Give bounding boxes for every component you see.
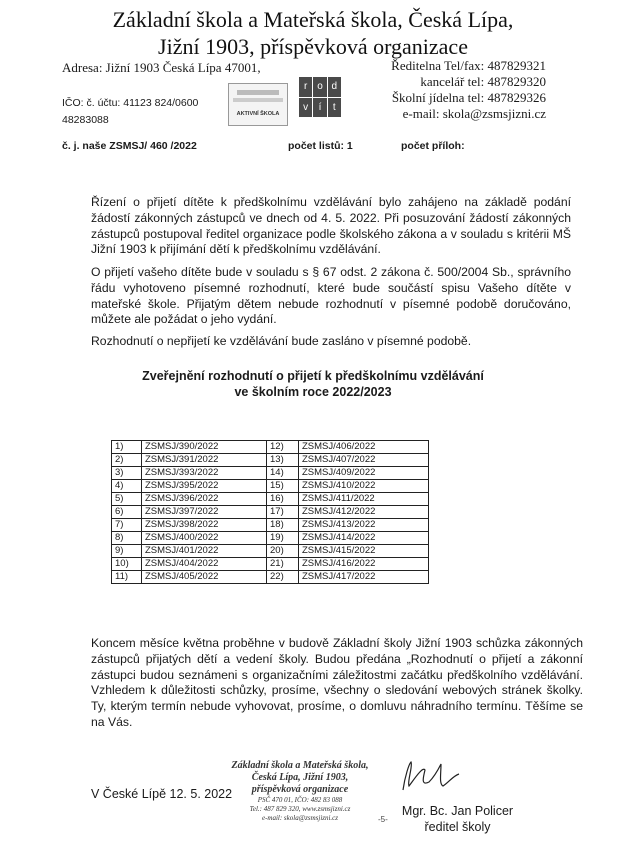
reference-number: č. j. naše ZSMSJ/ 460 /2022	[62, 140, 197, 152]
row-ref-left: ZSMSJ/391/2022	[142, 454, 267, 467]
row-index-left: 6)	[112, 506, 142, 519]
row-ref-right: ZSMSJ/413/2022	[299, 519, 429, 532]
active-school-badge-logo	[228, 83, 288, 126]
row-ref-left: ZSMSJ/401/2022	[142, 545, 267, 558]
rodic-vitan-logo: r o d v í t	[299, 77, 341, 117]
row-ref-right: ZSMSJ/414/2022	[299, 532, 429, 545]
decision-heading	[0, 368, 626, 400]
page-mark: -5-	[378, 815, 388, 824]
row-ref-right: ZSMSJ/410/2022	[299, 480, 429, 493]
row-ref-left: ZSMSJ/397/2022	[142, 506, 267, 519]
row-index-left: 11)	[112, 571, 142, 584]
row-index-right: 14)	[267, 467, 299, 480]
stamp-line6: e-mail: skola@zsmsjizni.cz	[261, 814, 339, 822]
place-date: V České Lípě 12. 5. 2022	[91, 787, 233, 801]
row-ref-left: ZSMSJ/404/2022	[142, 558, 267, 571]
row-ref-right: ZSMSJ/416/2022	[299, 558, 429, 571]
row-index-right: 21)	[267, 558, 299, 571]
row-index-right: 20)	[267, 545, 299, 558]
school-title-line2: Jižní 1903, příspěvková organizace	[158, 34, 468, 59]
contact-headmaster: Ředitelna Tel/fax: 487829321	[391, 58, 546, 73]
table-row	[112, 571, 429, 584]
row-index-left: 9)	[112, 545, 142, 558]
row-index-left: 7)	[112, 519, 142, 532]
table-row	[112, 454, 429, 467]
row-ref-left: ZSMSJ/400/2022	[142, 532, 267, 545]
table-row	[112, 545, 429, 558]
school-title	[0, 6, 626, 60]
table-row	[112, 493, 429, 506]
row-ref-right: ZSMSJ/415/2022	[299, 545, 429, 558]
row-ref-left: ZSMSJ/398/2022	[142, 519, 267, 532]
ico-account: IČO: č. účtu: 41123 824/0600	[62, 97, 199, 109]
row-index-left: 4)	[112, 480, 142, 493]
contact-email: e-mail: skola@zsmsjizni.cz	[402, 106, 546, 121]
row-index-left: 8)	[112, 532, 142, 545]
ico-block	[62, 95, 198, 129]
contact-block	[391, 58, 546, 122]
row-index-left: 2)	[112, 454, 142, 467]
table-row	[112, 519, 429, 532]
row-ref-left: ZSMSJ/395/2022	[142, 480, 267, 493]
row-index-right: 13)	[267, 454, 299, 467]
row-index-right: 17)	[267, 506, 299, 519]
paragraph-admission-procedure: Řízení o přijetí dítěte k předškolnímu vzdělávání bylo zahájeno na základě podání žádostí zákonných zástupců ve dnech od 4. 5. 2022. Při posuzování žádostí zákonných zástupců postupoval ředitel organizace podle školského zákona a v souladu s kritérii MŠ Jižní 1903 k přijímání dětí k předškolnímu vzdělávání.	[91, 195, 571, 257]
ico-number: 48283088	[62, 114, 109, 126]
table-row	[112, 532, 429, 545]
decision-heading-line1: Zveřejnění rozhodnutí o přijetí k předškolnímu vzdělávání	[142, 369, 484, 383]
contact-office: kancelář tel: 487829320	[420, 74, 546, 89]
row-index-left: 3)	[112, 467, 142, 480]
signature-icon	[395, 756, 465, 796]
row-ref-left: ZSMSJ/396/2022	[142, 493, 267, 506]
stamp-line1: Základní škola a Mateřská škola,	[231, 760, 369, 771]
sheet-count: počet listů: 1	[288, 140, 353, 152]
row-index-left: 5)	[112, 493, 142, 506]
table-row	[112, 506, 429, 519]
row-index-right: 19)	[267, 532, 299, 545]
table-row	[112, 480, 429, 493]
stamp-line4: PSČ 470 01, IČO: 482 83 088	[257, 796, 343, 804]
badge-text: AKTIVNÍ ŠKOLA	[236, 111, 280, 117]
contact-canteen: Školní jídelna tel: 487829326	[391, 90, 546, 105]
admitted-list-table	[111, 440, 429, 584]
row-index-left: 1)	[112, 441, 142, 454]
table-row	[112, 441, 429, 454]
paragraph-written-decision: O přijetí vašeho dítěte bude v souladu s § 67 odst. 2 zákona č. 500/2004 Sb., správního řádu vyhotoveno písemné rozhodnutí, které bude součástí spisu Vašeho dítěte v mateřské škole. Přijatým dětem nebude rozhodnutí v písemné podobě doručováno, můžete ale požádat o jeho vydání.	[91, 265, 571, 327]
school-address: Adresa: Jižní 1903 Česká Lípa 47001,	[62, 60, 261, 75]
row-ref-left: ZSMSJ/393/2022	[142, 467, 267, 480]
row-index-right: 15)	[267, 480, 299, 493]
signer-name: Mgr. Bc. Jan Policer	[401, 804, 514, 818]
row-ref-right: ZSMSJ/412/2022	[299, 506, 429, 519]
paragraph-meeting: Koncem měsíce května proběhne v budově Základní školy Jižní 1903 schůzka zákonných zástupců přijatých dětí a vedení školy. Budou předána „Rozhodnutí o přijetí a zákonní zástupci budou seznámeni s organizačními záležitostmi začátku předškolního vzdělávání. Vzhledem k důležitosti schůzky, prosíme, všechny o sledování webových stránek školky. Ty, kterým termín nebude vyhovovat, prosíme, o domluvu náhradního termínu. Těšíme se na Vás.	[91, 636, 583, 729]
row-index-right: 18)	[267, 519, 299, 532]
row-ref-right: ZSMSJ/406/2022	[299, 441, 429, 454]
stamp-line2: Česká Lípa, Jižní 1903,	[251, 772, 349, 783]
row-ref-right: ZSMSJ/407/2022	[299, 454, 429, 467]
row-ref-right: ZSMSJ/417/2022	[299, 571, 429, 584]
attachment-count: počet příloh:	[401, 140, 465, 152]
decision-heading-line2: ve školním roce 2022/2023	[234, 385, 392, 399]
row-ref-left: ZSMSJ/390/2022	[142, 441, 267, 454]
stamp-line5: Tel.: 487 829 320, www.zsmsjizni.cz	[249, 805, 351, 813]
row-index-right: 12)	[267, 441, 299, 454]
row-index-left: 10)	[112, 558, 142, 571]
row-ref-right: ZSMSJ/409/2022	[299, 467, 429, 480]
row-ref-left: ZSMSJ/405/2022	[142, 571, 267, 584]
table-row	[112, 467, 429, 480]
school-title-line1: Základní škola a Mateřská škola, Česká Lípa,	[112, 7, 514, 32]
row-index-right: 16)	[267, 493, 299, 506]
row-index-right: 22)	[267, 571, 299, 584]
signer-role: ředitel školy	[424, 820, 491, 834]
row-ref-right: ZSMSJ/411/2022	[299, 493, 429, 506]
signer-block	[395, 803, 520, 835]
table-row	[112, 558, 429, 571]
stamp-line3: příspěvková organizace	[251, 784, 349, 795]
school-stamp	[210, 760, 390, 823]
paragraph-rejection: Rozhodnutí o nepřijetí ke vzdělávání bude zasláno v písemné podobě.	[91, 334, 472, 348]
